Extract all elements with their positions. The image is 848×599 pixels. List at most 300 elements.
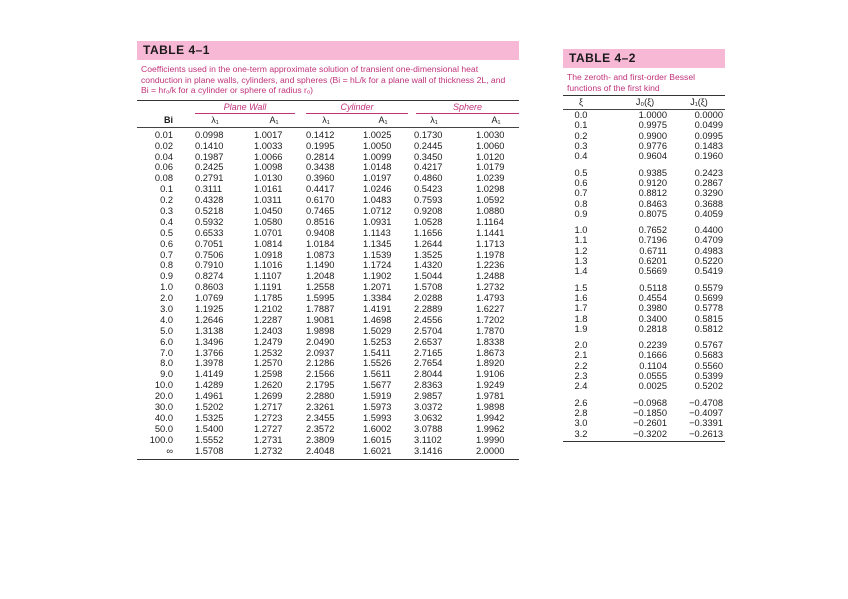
table-cell: 0.5423 <box>414 184 443 195</box>
table-cell: 1.2479 <box>254 336 283 347</box>
table-row <box>137 369 519 380</box>
table-cell: 3.2 <box>574 428 588 439</box>
table-row <box>563 246 725 256</box>
table-row <box>137 239 519 250</box>
table-cell: 0.3 <box>574 141 588 152</box>
table-cell: 1.2532 <box>254 347 283 358</box>
table-cell: 0.4860 <box>414 173 443 184</box>
table-cell: 1.2644 <box>414 238 443 249</box>
table-cell: 0.7652 <box>638 225 667 236</box>
table-cell: 2.2889 <box>414 304 443 315</box>
table-cell: 0.8075 <box>638 208 667 219</box>
table-cell: 0.08 <box>154 173 173 184</box>
table-row <box>563 361 725 371</box>
table-row <box>137 195 519 206</box>
table-cell: 1.0066 <box>254 151 283 162</box>
table-cell: 0.4983 <box>694 245 723 256</box>
table-cell: 2.0 <box>160 293 173 304</box>
table-row <box>137 337 519 348</box>
table-cell: 1.5202 <box>195 402 224 413</box>
table-cell: 1.9942 <box>476 412 505 423</box>
table-cell: 1.0246 <box>363 184 392 195</box>
table-cell: 40.0 <box>154 412 173 423</box>
table-row <box>137 380 519 391</box>
table-cell: 0.2239 <box>638 340 667 351</box>
table-row <box>137 162 519 173</box>
table-cell: ∞ <box>166 445 173 456</box>
table-cell: 1.0298 <box>476 184 505 195</box>
table-cell: 2.5704 <box>414 325 443 336</box>
table-cell: 1.9990 <box>476 434 505 445</box>
table-cell: 1.0580 <box>254 216 283 227</box>
table-row <box>563 350 725 360</box>
table-row <box>137 250 519 261</box>
table-cell: 1.6021 <box>363 445 392 456</box>
table-row <box>563 178 725 188</box>
col-j1: J₁(ξ) <box>690 97 708 108</box>
table-row <box>137 446 519 457</box>
table-cell: 1.5995 <box>306 293 335 304</box>
col-a: A₁ <box>491 114 501 125</box>
table-cell: 0.0555 <box>638 371 667 382</box>
table-body <box>563 110 725 439</box>
table-cell: 1.9898 <box>306 325 335 336</box>
table-cell: 0.3290 <box>694 188 723 199</box>
table-cell: 0.9120 <box>638 177 667 188</box>
table-row <box>563 408 725 418</box>
table-cell: 1.8673 <box>476 347 505 358</box>
table-cell: 0.6170 <box>306 195 335 206</box>
table-cell: 0.3438 <box>306 162 335 173</box>
column-header-row <box>137 114 519 127</box>
table-cell: 1.0099 <box>363 151 392 162</box>
table-cell: 1.1539 <box>363 249 392 260</box>
table-cell: 0.4709 <box>694 235 723 246</box>
table-cell: 1.1724 <box>363 260 392 271</box>
table-cell: 1.0000 <box>638 110 667 121</box>
table-cell: 1.3978 <box>195 358 224 369</box>
table-cell: 1.4320 <box>414 260 443 271</box>
table-cell: 0.04 <box>154 151 173 162</box>
table-cell: 0.02 <box>154 140 173 151</box>
table-cell: 1.5400 <box>195 423 224 434</box>
table-cell: 1.2 <box>574 245 588 256</box>
col-lambda: λ₁ <box>322 114 330 125</box>
table-cell: 1.2717 <box>254 402 283 413</box>
table-cell: 1.2071 <box>363 282 392 293</box>
table-cell: 1.2699 <box>254 391 283 402</box>
column-header-row <box>563 96 725 109</box>
table-cell: 2.4556 <box>414 314 443 325</box>
table-cell: 0.7 <box>160 249 173 260</box>
table-cell: 0.8274 <box>195 271 224 282</box>
table-cell: 1.2732 <box>254 445 283 456</box>
table-cell: 0.9408 <box>306 227 335 238</box>
table-cell: −0.0968 <box>633 397 667 408</box>
table-row <box>137 130 519 141</box>
table-cell: 1.0592 <box>476 195 505 206</box>
table-cell: 6.0 <box>160 336 173 347</box>
table-cell: 0.5 <box>160 227 173 238</box>
table-cell: 1.4289 <box>195 380 224 391</box>
table-row <box>563 398 725 408</box>
table-cell: 2.7654 <box>414 358 443 369</box>
table-cell: 0.1995 <box>306 140 335 151</box>
table-cell: 30.0 <box>154 402 173 413</box>
table-cell: 1.5253 <box>363 336 392 347</box>
table-cell: 0.1960 <box>694 151 723 162</box>
table-row <box>563 199 725 209</box>
table-cell: 2.1795 <box>306 380 335 391</box>
table-cell: 0.3688 <box>694 198 723 209</box>
table-cell: 2.0490 <box>306 336 335 347</box>
table-cell: 0.4 <box>574 151 588 162</box>
table-cell: 0.6 <box>574 177 588 188</box>
table-cell: 0.8 <box>574 198 588 209</box>
table-cell: 3.0632 <box>414 412 443 423</box>
table-cell: 2.3572 <box>306 423 335 434</box>
table-cell: 1.1902 <box>363 271 392 282</box>
header-rule <box>137 127 519 128</box>
table-cell: 0.2 <box>574 130 588 141</box>
table-row <box>563 266 725 276</box>
table-cell: 1.2731 <box>254 434 283 445</box>
table-cell: 1.1191 <box>254 282 282 293</box>
table-cell: 3.0372 <box>414 402 443 413</box>
table-cell: 0.0998 <box>195 129 224 140</box>
table-cell: 1.0161 <box>254 184 283 195</box>
table-cell: 2.3809 <box>306 434 335 445</box>
table-cell: 1.0918 <box>254 249 283 260</box>
table-row <box>563 225 725 235</box>
table-cell: 0.1 <box>160 184 173 195</box>
table-cell: 1.0197 <box>363 173 392 184</box>
table-cell: 0.4 <box>160 216 173 227</box>
table-cell: 0.6201 <box>638 256 667 267</box>
table-cell: 1.3766 <box>195 347 224 358</box>
group-header-row <box>137 101 519 114</box>
table-cell: 0.5669 <box>638 266 667 277</box>
table-row <box>137 326 519 337</box>
col-bi: Bi <box>164 114 173 125</box>
table-cell: 0.8603 <box>195 282 224 293</box>
group-sphere: Sphere <box>452 101 483 112</box>
table-title: TABLE 4–1 <box>137 41 519 60</box>
table-cell: 0.5778 <box>694 303 723 314</box>
table-cell: 0.01 <box>154 129 173 140</box>
table-row <box>563 418 725 428</box>
group-cylinder: Cylinder <box>340 101 374 112</box>
table-row <box>563 429 725 439</box>
table-cell: 1.0 <box>160 282 173 293</box>
table-cell: 0.4217 <box>414 162 443 173</box>
table-cell: 100.0 <box>149 434 173 445</box>
table-cell: 2.0 <box>574 340 588 351</box>
table-cell: 0.2867 <box>694 177 723 188</box>
table-cell: 2.2880 <box>306 391 335 402</box>
table-cell: 1.5552 <box>195 434 224 445</box>
table-cell: 0.9900 <box>638 130 667 141</box>
table-cell: 1.0184 <box>306 238 335 249</box>
table-row <box>563 283 725 293</box>
table-caption: Coefficients used in the one-term approximate solution of transient one-dimensional heat conduction in plane walls, cylinders, and spheres (Bi = hL/k for a plane wall of thickness 2L, and Bi = hrₒ/k for a cylinder or sphere of radius rₒ) <box>141 64 506 96</box>
table-cell: 0.5579 <box>694 282 723 293</box>
table-cell: 0.7506 <box>195 249 224 260</box>
table-cell: 1.5611 <box>363 369 391 380</box>
table-cell: 1.0873 <box>306 249 335 260</box>
table-cell: 1.5677 <box>363 380 392 391</box>
table-cell: 0.2 <box>160 195 173 206</box>
table-cell: 0.1730 <box>414 129 443 140</box>
table-cell: 3.0 <box>160 304 173 315</box>
table-cell: 1.2570 <box>254 358 283 369</box>
table-cell: 1.8920 <box>476 358 505 369</box>
table-cell: 0.1666 <box>638 350 667 361</box>
table-cell: 0.9604 <box>638 151 667 162</box>
table-cell: 0.9776 <box>638 141 667 152</box>
table-cell: 0.8516 <box>306 216 335 227</box>
table-cell: 1.0130 <box>254 173 283 184</box>
table-cell: 1.2732 <box>476 282 505 293</box>
table-cell: 0.3111 <box>195 184 223 195</box>
table-row <box>137 173 519 184</box>
table-cell: −0.4708 <box>689 397 723 408</box>
table-cell: 4.0 <box>160 314 173 325</box>
table-cell: 1.0311 <box>254 195 282 206</box>
table-cell: 1.6002 <box>363 423 392 434</box>
table-cell: 0.7196 <box>638 235 667 246</box>
table-row <box>137 424 519 435</box>
table-4-2 <box>563 49 725 442</box>
table-cell: 1.1 <box>574 235 588 246</box>
col-a: A₁ <box>378 114 388 125</box>
table-row <box>563 120 725 130</box>
table-cell: 1.0450 <box>254 206 283 217</box>
table-cell: 2.3 <box>574 371 588 382</box>
table-cell: 2.3261 <box>306 402 335 413</box>
table-cell: 1.0712 <box>363 206 392 217</box>
table-cell: 1.3 <box>574 256 588 267</box>
table-cell: 0.9975 <box>638 120 667 131</box>
group-plane-wall: Plane Wall <box>223 101 267 112</box>
table-cell: 1.5973 <box>363 402 392 413</box>
table-cell: 0.4417 <box>306 184 335 195</box>
table-row <box>137 271 519 282</box>
table-row <box>137 152 519 163</box>
table-cell: 0.1104 <box>639 360 667 371</box>
col-j0: J₀(ξ) <box>635 97 655 108</box>
table-cell: 2.8044 <box>414 369 443 380</box>
table-cell: 0.8463 <box>638 198 667 209</box>
table-cell: 0.0499 <box>694 120 723 131</box>
table-cell: 2.7165 <box>414 347 443 358</box>
table-cell: 1.0931 <box>363 216 392 227</box>
table-cell: 0.5932 <box>195 216 224 227</box>
table-row <box>563 324 725 334</box>
table-cell: 2.1566 <box>306 369 335 380</box>
table-cell: 1.5411 <box>363 347 391 358</box>
table-row <box>563 235 725 245</box>
table-row <box>137 358 519 369</box>
table-cell: 1.4698 <box>363 314 392 325</box>
table-cell: 0.2423 <box>694 167 723 178</box>
table-cell: 2.0288 <box>414 293 443 304</box>
col-lambda: λ₁ <box>211 114 219 125</box>
table-cell: 1.0769 <box>195 293 224 304</box>
table-cell: 1.1785 <box>254 293 283 304</box>
table-cell: 1.0528 <box>414 216 443 227</box>
table-cell: 0.5683 <box>694 350 723 361</box>
table-cell: 0.5767 <box>694 340 723 351</box>
table-cell: 1.0060 <box>476 140 505 151</box>
table-cell: 0.0025 <box>638 381 667 392</box>
table-cell: 1.5044 <box>414 271 443 282</box>
table-row <box>137 304 519 315</box>
table-cell: 1.2236 <box>476 260 505 271</box>
table-cell: 1.0179 <box>476 162 505 173</box>
table-cell: 1.1441 <box>476 227 505 238</box>
table-cell: 1.2048 <box>306 271 335 282</box>
table-cell: 1.0239 <box>476 173 505 184</box>
table-cell: 1.5919 <box>363 391 392 402</box>
table-cell: 1.1978 <box>476 249 505 260</box>
table-row <box>137 435 519 446</box>
table-cell: 3.0788 <box>414 423 443 434</box>
col-xi: ξ <box>578 97 584 108</box>
table-row <box>137 293 519 304</box>
table-cell: 0.0000 <box>694 110 723 121</box>
table-cell: 1.0814 <box>254 238 283 249</box>
table-cell: 0.8812 <box>638 188 667 199</box>
table-cell: 1.0483 <box>363 195 392 206</box>
table-cell: 7.0 <box>160 347 173 358</box>
table-cell: 1.2723 <box>254 412 283 423</box>
table-cell: 1.0120 <box>476 151 505 162</box>
table-cell: 1.3138 <box>195 325 224 336</box>
table-cell: 0.5218 <box>195 206 224 217</box>
table-cell: 1.5708 <box>414 282 443 293</box>
table-cell: 3.1416 <box>414 445 443 456</box>
table-cell: 0.5419 <box>694 266 723 277</box>
table-title: TABLE 4–2 <box>563 49 725 68</box>
table-row <box>563 303 725 313</box>
table-cell: 0.3400 <box>638 313 667 324</box>
table-cell: 1.2287 <box>254 314 283 325</box>
table-cell: 1.0148 <box>363 162 392 173</box>
table-cell: 1.0701 <box>254 227 283 238</box>
bottom-rule <box>563 441 725 442</box>
table-row <box>137 260 519 271</box>
table-cell: 0.5699 <box>694 292 723 303</box>
table-cell: 2.8363 <box>414 380 443 391</box>
table-cell: 1.1143 <box>363 227 391 238</box>
table-cell: 1.5029 <box>363 325 392 336</box>
table-row <box>137 184 519 195</box>
table-cell: 1.4191 <box>363 304 392 315</box>
table-cell: 1.4793 <box>476 293 505 304</box>
table-cell: 1.9106 <box>476 369 505 380</box>
table-cell: 1.1016 <box>254 260 283 271</box>
table-cell: 0.1412 <box>306 129 335 140</box>
table-row <box>563 209 725 219</box>
table-cell: 2.4 <box>574 381 588 392</box>
table-cell: 9.0 <box>160 369 173 380</box>
table-cell: 1.2598 <box>254 369 283 380</box>
table-cell: 1.9081 <box>306 314 335 325</box>
table-cell: 1.7887 <box>306 304 335 315</box>
table-row <box>137 413 519 424</box>
table-cell: 0.7593 <box>414 195 443 206</box>
table-row <box>137 348 519 359</box>
table-cell: 1.7 <box>574 303 588 314</box>
table-cell: 0.2445 <box>414 140 443 151</box>
table-cell: 1.4149 <box>195 369 224 380</box>
table-cell: 20.0 <box>154 391 173 402</box>
table-cell: 1.1925 <box>195 304 224 315</box>
table-cell: 1.6 <box>574 292 588 303</box>
table-cell: 1.5708 <box>195 445 224 456</box>
table-cell: 2.1286 <box>306 358 335 369</box>
table-cell: −0.4097 <box>689 407 723 418</box>
table-cell: 2.1 <box>574 350 588 361</box>
table-cell: 0.7465 <box>306 206 335 217</box>
table-cell: −0.3391 <box>689 418 723 429</box>
table-cell: 0.5399 <box>694 371 723 382</box>
table-cell: 2.0937 <box>306 347 335 358</box>
table-cell: 1.9898 <box>476 402 505 413</box>
table-cell: 1.0098 <box>254 162 283 173</box>
table-cell: 0.2818 <box>638 323 667 334</box>
table-row <box>563 141 725 151</box>
table-cell: 1.6015 <box>363 434 392 445</box>
table-cell: 1.2727 <box>254 423 283 434</box>
table-row <box>137 228 519 239</box>
table-row <box>137 282 519 293</box>
table-cell: 0.1483 <box>694 141 723 152</box>
table-cell: 0.9 <box>160 271 173 282</box>
table-cell: 5.0 <box>160 325 173 336</box>
table-cell: 1.9249 <box>476 380 505 391</box>
table-cell: 0.6711 <box>639 245 667 256</box>
table-cell: 0.2814 <box>306 151 335 162</box>
table-cell: 0.6 <box>160 238 173 249</box>
table-cell: 0.06 <box>154 162 173 173</box>
table-cell: 1.6227 <box>476 304 505 315</box>
table-cell: 0.7051 <box>195 238 224 249</box>
table-cell: 0.0995 <box>694 130 723 141</box>
table-cell: 8.0 <box>160 358 173 369</box>
table-cell: 0.4059 <box>694 208 723 219</box>
table-cell: 2.6537 <box>414 336 443 347</box>
table-cell: 0.7 <box>574 188 588 199</box>
col-lambda: λ₁ <box>430 114 438 125</box>
table-cell: 0.5815 <box>694 313 723 324</box>
table-cell: 0.5220 <box>694 256 723 267</box>
table-cell: 1.0050 <box>363 140 392 151</box>
table-cell: 1.3496 <box>195 336 224 347</box>
table-cell: 1.1490 <box>306 260 335 271</box>
table-cell: 0.1410 <box>195 140 224 151</box>
table-cell: 1.9 <box>574 323 588 334</box>
table-cell: −0.2601 <box>633 418 667 429</box>
table-cell: 0.2791 <box>195 173 224 184</box>
table-cell: 1.1164 <box>476 216 504 227</box>
table-row <box>563 110 725 120</box>
table-cell: 1.1107 <box>254 271 282 282</box>
table-cell: 0.4400 <box>694 225 723 236</box>
table-cell: 1.4961 <box>195 391 224 402</box>
table-row <box>137 141 519 152</box>
